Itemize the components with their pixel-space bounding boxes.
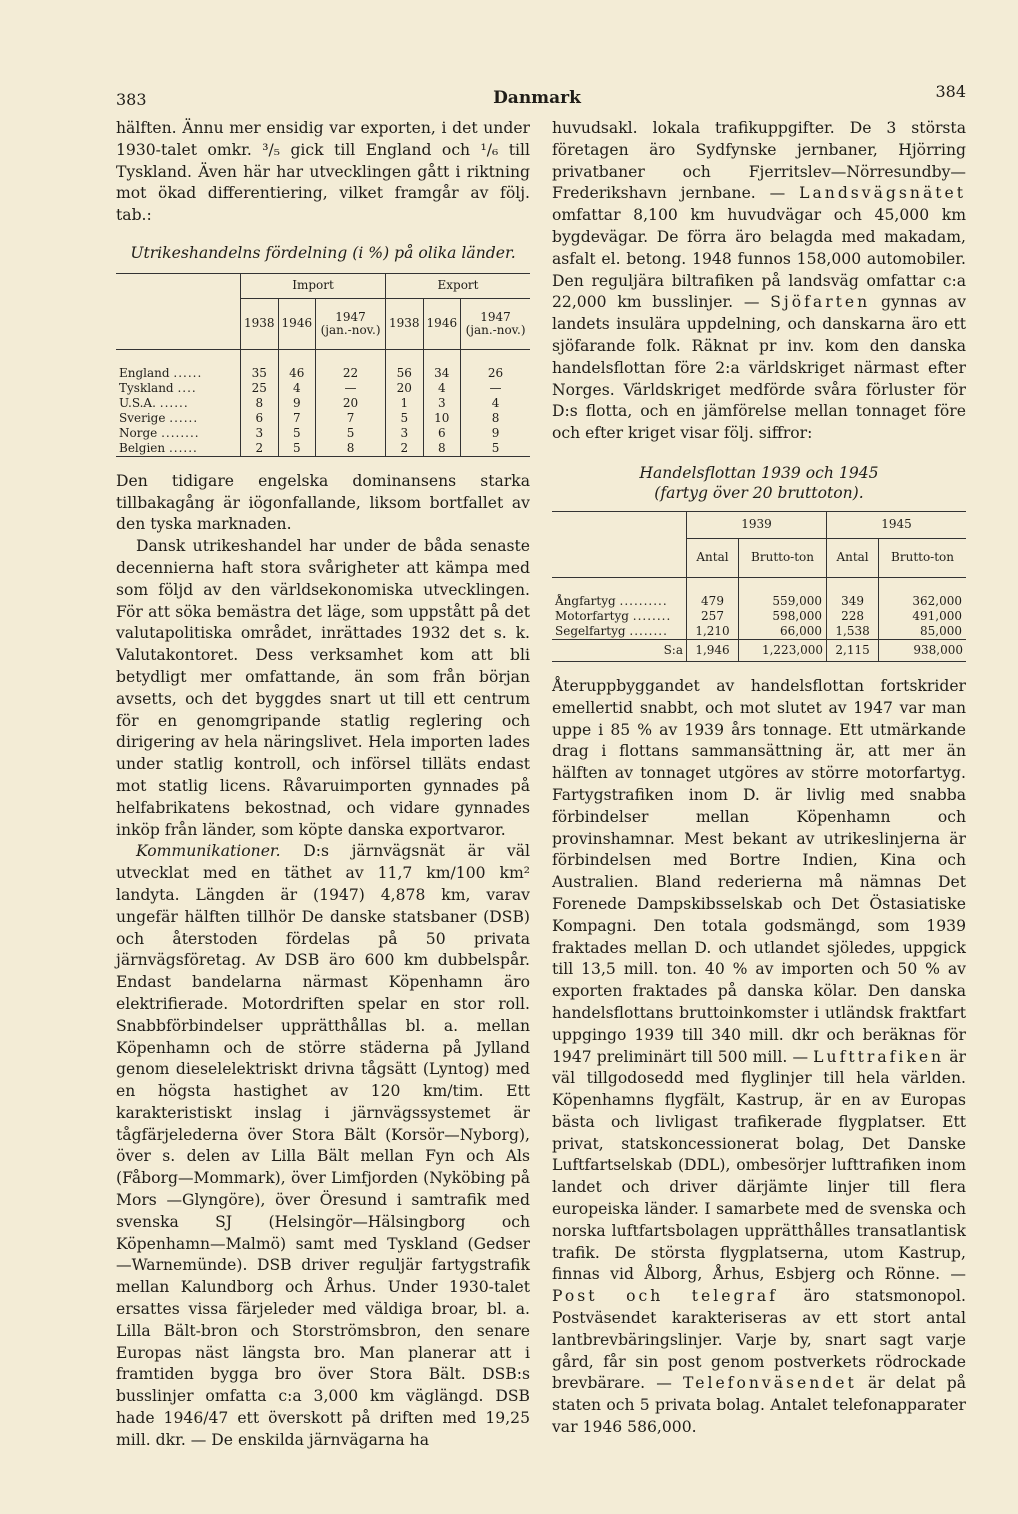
leader-dots: ...... <box>173 365 203 380</box>
col-header: 1938 <box>241 298 279 349</box>
page-header <box>108 82 966 112</box>
cell: 34 <box>423 366 461 381</box>
leader-dots: .......... <box>619 593 668 608</box>
row-label: Segelfartyg <box>555 623 626 638</box>
spaced-heading: Post och telegraf <box>552 1287 778 1306</box>
leader-dots: ...... <box>159 395 189 410</box>
cell: 8 <box>423 441 461 457</box>
cell: 5 <box>278 426 316 441</box>
cell: 85,000 <box>879 624 966 640</box>
row-label: Ångfartyg <box>555 593 616 608</box>
cell: 25 <box>241 381 279 396</box>
cell: 10 <box>423 411 461 426</box>
paragraph: huvudsakl. lokala trafikuppgifter. De 3 största företagen äro Sydfynske jernbaner, Hjörring privatbaner och Fjerritslev—Nörresundby—Frederikshavn jernbane. — Landsvägsnätet omfattar 8,100 km huvudvägar och 45,000 km bygdevägar. De förra äro belagda med makadam, asfalt el. betong. 1948 funnos 158,000 automobiler. Den reguljära biltrafiken på landsväg omfattar c:a 22,000 km busslinjer. — Sjöfarten gynnas av landets insulära uppdelning, och danskarna äro ett sjöfarande folk. Räknat pr inv. kom den danska handelsflottan före 2:a världskriget närmast efter Norges. Världskriget medförde svåra förluster för D:s flotta, och en jämförelse mellan tonnaget före och efter kriget visar följ. siffror: <box>552 119 966 443</box>
table-caption: Utrikeshandelns fördelning (i %) på olika länder. <box>130 243 516 262</box>
cell: — <box>316 381 386 396</box>
cell: 35 <box>241 366 279 381</box>
leader-dots: ........ <box>632 608 672 623</box>
cell: 362,000 <box>879 594 966 609</box>
col-header: 1938 <box>386 298 424 349</box>
row-label: Motorfartyg <box>555 608 629 623</box>
spaced-heading: Telefonväsendet <box>683 1374 857 1393</box>
cell: 4 <box>423 381 461 396</box>
cell: 20 <box>316 396 386 411</box>
col-header: Brutto-ton <box>739 538 827 577</box>
leader-dots: ........ <box>161 425 200 440</box>
cell: 4 <box>461 396 530 411</box>
paragraph: Dansk utrikeshandel har under de båda senaste decennierna haft stora svårigheter att kämpa med som följd av den världsekonomiska utvecklingen. För att söka bemästra det läge, som uppstått på det valutapolitiska området, inrättades 1932 det s. k. Valutakontoret. Dess verksamhet kom att bli betydligt mer omfattande, än som från början avsetts, och det byggdes snart ut till ett centrum för en genomgripande statlig reglering och dirigering av hela näringslivet. Hela importen lades under statlig kontroll, och införsel tilläts endast mot statlig licens. Råvaruimporten gynnades på helfabrikatens bekostnad, och vidare gynnades inköp från länder, som köpte danska exportvaror. <box>116 537 530 839</box>
cell: — <box>461 381 530 396</box>
cell: 228 <box>827 609 879 624</box>
page-number-right: 384 <box>935 82 966 101</box>
col-header: Brutto-ton <box>879 538 966 577</box>
col-header: Antal <box>687 538 739 577</box>
cell: 3 <box>386 426 424 441</box>
cell: 8 <box>461 411 530 426</box>
col-header: 1946 <box>278 298 316 349</box>
paragraph: Kommunikationer. D:s järnvägsnät är väl utvecklat med en täthet av 11,7 km/100 km² landyta. Längden är (1947) 4,878 km, varav ungefär hälften tillhör De danske statsbaner (DSB) och återstoden fördelas på 50 privata järnvägsföretag. Av DSB äro 600 km dubbelspår. Endast bandelarna närmast Köpenhamn äro elektrifierade. Motordriften spelar en stor roll. Snabbförbindelser upprätthållas bl. a. mellan Köpenhamn och de större städerna på Jylland genom dieselelektriskt drivna tågsätt (Lyntog) med en högsta hastighet av 120 km/tim. Ett karakteristiskt inslag i järnvägssystemet är tågfärjelederna över Stora Bält (Korsör—Nyborg), över s. delen av Lilla Bält mellan Fyn och Als (Fåborg—Mommark), över Limfjorden (Nyköbing på Mors —Glyngöre), över Öresund i samtrafik med svenska SJ (Helsingör—Hälsingborg och Köpenhamn—Malmö) samt med Tyskland (Gedser —Warnemünde). DSB driver reguljär fartygstrafik mellan Kalundborg och Århus. Under 1930-talet ersattes vissa färjeleder med väldiga broar, bl. a. Lilla Bält-bron och Storströmsbron, den senare Europas näst längsta bro. Man planerar att i framtiden bygga bro över Stora Bält. DSB:s busslinjer omfatta c:a 3,000 km väglängd. DSB hade 1946/47 ett överskott på driften med 19,25 mill. dkr. — De enskilda järnvägarna ha <box>116 842 530 1449</box>
running-title: Danmark <box>493 88 581 108</box>
cell: 2 <box>386 441 424 457</box>
row-label: U.S.A. <box>119 395 156 410</box>
right-column <box>552 118 966 1439</box>
cell: 6 <box>241 411 279 426</box>
cell: 4 <box>278 381 316 396</box>
cell: 2,115 <box>827 639 879 661</box>
table-row <box>116 426 530 441</box>
table-row <box>552 609 966 624</box>
cell: 20 <box>386 381 424 396</box>
cell: 8 <box>316 441 386 457</box>
table-row <box>116 411 530 426</box>
col-header: 1947 (jan.-nov.) <box>316 298 386 349</box>
cell: 66,000 <box>739 624 827 640</box>
cell: 257 <box>687 609 739 624</box>
spaced-heading: Sjöfarten <box>770 293 871 312</box>
table-row <box>116 396 530 411</box>
paragraph: Den tidigare engelska dominansens starka tillbakagång är iögonfallande, liksom bortfallet av den tyska marknaden. <box>116 471 530 534</box>
leader-dots: ...... <box>168 440 198 455</box>
row-label: Norge <box>119 425 158 440</box>
cell: 26 <box>461 366 530 381</box>
cell: 22 <box>316 366 386 381</box>
cell: 8 <box>241 396 279 411</box>
table-row <box>116 366 530 381</box>
row-label: Belgien <box>119 440 166 455</box>
table-row <box>116 381 530 396</box>
paragraph: hälften. Ännu mer ensidig var exporten, i det under 1930-talet omkr. ³/₅ gick till England och ¹/₆ till Tyskland. Även här har utvecklingen gått i riktning mot ökad differentiering, vilket framgår av följ. tab.: <box>116 119 530 225</box>
spaced-heading: Landsvägsnätet <box>799 184 966 203</box>
sum-label: S:a <box>552 639 687 661</box>
table-row <box>116 441 530 457</box>
col-header: Antal <box>827 538 879 577</box>
cell: 5 <box>386 411 424 426</box>
merchant-fleet-table <box>552 511 966 662</box>
col-header: 1947 (jan.-nov.) <box>461 298 530 349</box>
cell: 1,223,000 <box>739 639 827 661</box>
cell: 491,000 <box>879 609 966 624</box>
cell: 7 <box>278 411 316 426</box>
cell: 6 <box>423 426 461 441</box>
row-label: Tyskland <box>119 380 174 395</box>
cell: 5 <box>461 441 530 457</box>
cell: 1,210 <box>687 624 739 640</box>
cell: 9 <box>278 396 316 411</box>
cell: 1,946 <box>687 639 739 661</box>
cell: 2 <box>241 441 279 457</box>
cell: 46 <box>278 366 316 381</box>
row-label: England <box>119 365 170 380</box>
table-row <box>552 594 966 609</box>
cell: 1 <box>386 396 424 411</box>
cell: 3 <box>423 396 461 411</box>
section-heading: Kommunikationer. <box>136 842 281 861</box>
col-header: 1946 <box>423 298 461 349</box>
trade-distribution-table <box>116 273 530 457</box>
leader-dots: ........ <box>629 623 668 638</box>
cell: 559,000 <box>739 594 827 609</box>
row-label: Sverige <box>119 410 166 425</box>
year-header: 1939 <box>687 511 827 538</box>
group-header-import: Import <box>241 273 386 298</box>
cell: 3 <box>241 426 279 441</box>
spaced-heading: Lufttrafiken <box>813 1047 945 1066</box>
cell: 9 <box>461 426 530 441</box>
cell: 938,000 <box>879 639 966 661</box>
leader-dots: ...... <box>169 410 199 425</box>
year-header: 1945 <box>827 511 966 538</box>
cell: 56 <box>386 366 424 381</box>
paragraph: Återuppbyggandet av handelsflottan fortskrider emellertid snabbt, och mot slutet av 1947 var man uppe i 85 % av 1939 års tonnage. Ett utmärkande drag i flottans sammansättning är, att mer än hälften av tonnaget utgöres av större motorfartyg. Fartygstrafiken inom D. är livlig med snabba förbindelser mellan Köpenhamn och provinshamnar. Mest bekant av utrikeslinjerna är förbindelsen med Bortre Indien, Kina och Australien. Bland rederierna må nämnas Det Forenede Dampskibsselskab och Det Östasiatiske Kompagni. Den totala godsmängd, som 1939 fraktades mellan D. och utlandet sjöledes, uppgick till 13,5 mill. ton. 40 % av importen och 50 % av exporten fraktades på danska kölar. Den danska handelsflottans bruttoinkomster i utländsk fraktfart uppgingo 1939 till 340 mill. dkr och beräknas för 1947 preliminärt till 500 mill. — Lufttrafiken är väl tillgodosedd med flyglinjer till hela världen. Köpenhamns flygfält, Kastrup, är en av Europas bästa och livligast trafikerade flygplatser. Ett privat, statskoncessionerat bolag, Det Danske Luftfartselskab (DDL), ombesörjer lufttrafiken inom landet och driver därjämte linjer till flera europeiska länder. I samarbete med de svenska och norska luftfartsbolagen upprätthålles transatlantisk trafik. De största flygplatserna, utom Kastrup, finnas vid Ålborg, Århus, Esbjerg och Rönne. — Post och telegraf äro statsmonopol. Postväsendet karakteriseras av ett stort antal lantbrevbäringslinjer. Varje by, snart sagt varje gård, får sin post genom postverkets rödrockade brevbärare. — Telefonväsendet är delat på staten och 5 privata bolag. Antalet telefonapparater var 1946 586,000. <box>552 676 966 1437</box>
cell: 7 <box>316 411 386 426</box>
cell: 1,538 <box>827 624 879 640</box>
cell: 479 <box>687 594 739 609</box>
cell: 5 <box>316 426 386 441</box>
table-row <box>552 624 966 640</box>
group-header-export: Export <box>386 273 531 298</box>
cell: 598,000 <box>739 609 827 624</box>
cell: 349 <box>827 594 879 609</box>
leader-dots: .... <box>177 380 197 395</box>
table-caption: Handelsflottan 1939 och 1945 (fartyg över 20 bruttoton). <box>639 463 879 502</box>
left-column <box>116 118 530 1452</box>
cell: 5 <box>278 441 316 457</box>
page-number-left: 383 <box>116 90 147 109</box>
sum-row <box>552 639 966 661</box>
